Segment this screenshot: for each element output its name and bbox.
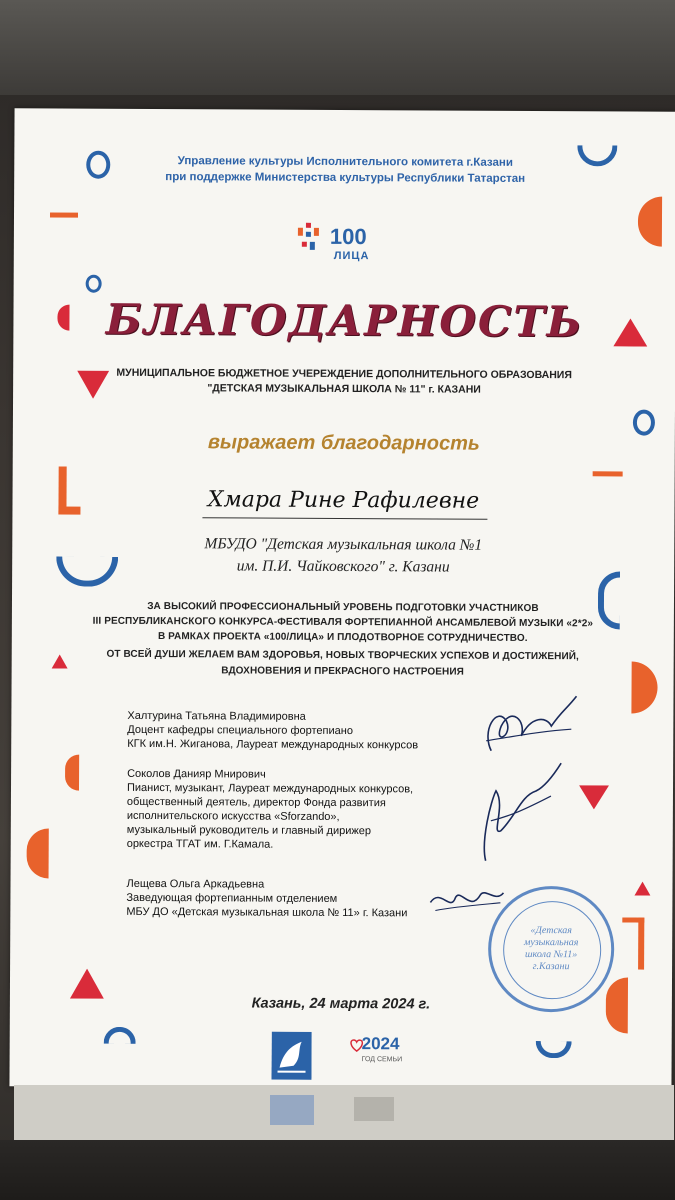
recipient-underline <box>202 517 487 519</box>
recipient-school-line-1: МБУДО "Детская музыкальная школа №1 <box>204 535 483 554</box>
year-logo-subtitle: ГОД СЕМЬИ <box>361 1056 403 1064</box>
signatory-line: оркестра ТГАТ им. Г.Камала. <box>126 837 274 851</box>
organization-line-1: МУНИЦИПАЛЬНОЕ БЮДЖЕТНОЕ УЧЕРЕЖДЕНИЕ ДОПОЛНИТЕЛЬНОГО ОБРАЗОВАНИЯ <box>116 366 572 382</box>
signature-3-icon <box>425 882 505 922</box>
organization-line-2: "ДЕТСКАЯ МУЗЫКАЛЬНАЯ ШКОЛА № 11" г. КАЗАНИ <box>207 382 481 396</box>
decor-blue-ring <box>86 151 110 179</box>
decor-orange-bar <box>50 212 78 217</box>
signatory-line: Халтурина Татьяна Владимировна <box>127 709 306 723</box>
recipient-school-line-2: им. П.И. Чайковского" г. Казани <box>236 557 450 576</box>
signatory-line: Заведующая фортепианным отделением <box>126 891 338 905</box>
logo-number: 100 <box>329 223 367 250</box>
stamp-text-line: «Детская <box>530 924 572 937</box>
expresses-gratitude: выражает благодарность <box>207 431 480 455</box>
decor-orange-bar-right <box>593 471 623 476</box>
logo-mark-icon <box>294 220 334 260</box>
decor-blue-arc-left <box>56 556 118 586</box>
body-line-1: ЗА ВЫСОКИЙ ПРОФЕССИОНАЛЬНЫЙ УРОВЕНЬ ПОДГОТОВКИ УЧАСТНИКОВ <box>147 600 539 615</box>
decor-blue-arc-bottom-left <box>104 1027 136 1044</box>
decor-orange-half-left-2 <box>27 828 49 878</box>
signatory-3 <box>126 877 407 920</box>
signatory-line: Лещева Ольга Аркадьевна <box>126 877 265 891</box>
logo-word: ЛИЦА <box>333 249 370 263</box>
second-page-mark <box>354 1097 394 1121</box>
stamp-text-line: школа №11» <box>524 948 578 961</box>
signatory-line: МБУ ДО «Детская музыкальная школа № 11» г. Казани <box>126 905 408 920</box>
official-stamp <box>488 886 615 1013</box>
decor-orange-bar-vertical-2 <box>638 918 644 970</box>
signatory-line: Пианист, музыкант, Лауреат международных конкурсов, <box>126 781 414 796</box>
decor-red-triangle-down <box>77 371 109 399</box>
signatory-line: Соколов Данияр Мнирович <box>127 767 266 781</box>
signatory-line: общественный деятель, директор Фонда развития <box>126 795 386 810</box>
signature-2-icon <box>466 761 567 872</box>
recipient-name: Хмара Рине Рафилевне <box>207 487 480 514</box>
body-line-2: III РЕСПУБЛИКАНСКОГО КОНКУРСА-ФЕСТИВАЛЯ ФОРТЕПИАННОЙ АНСАМБЛЕВОЙ МУЗЫКИ «2*2» <box>92 615 594 630</box>
certificate-page <box>9 108 675 1089</box>
background-wall <box>0 0 675 95</box>
decor-red-triangle-up <box>613 318 647 346</box>
decor-orange-l-foot <box>58 507 80 515</box>
decor-blue-ring-right <box>633 410 655 436</box>
kazan-emblem-icon <box>271 1032 311 1080</box>
project-logo <box>294 220 404 271</box>
issue-date: Казань, 24 марта 2024 г. <box>251 995 431 1013</box>
year-of-family-logo <box>350 1032 410 1076</box>
stamp-text-line: музыкальная <box>524 936 579 949</box>
signatory-line: исполнительского искусства «Sforzando», <box>126 809 340 823</box>
second-page-edge <box>14 1085 674 1140</box>
decor-red-triangle-down-right <box>579 785 609 809</box>
header-line-2: при поддержке Министерства культуры Республики Татарстан <box>165 171 526 185</box>
background-table <box>0 1140 675 1200</box>
decor-orange-half <box>638 197 662 247</box>
stamp-text <box>491 925 611 974</box>
decor-blue-arc-bottom-right <box>536 1041 572 1058</box>
decor-red-small-triangle-right <box>634 882 650 896</box>
signatory-line: музыкальный руководитель и главный дирижер <box>126 823 371 838</box>
certificate-title: БЛАГОДАРНОСТЬ <box>105 294 584 347</box>
stamp-text-line: г.Казани <box>532 960 570 973</box>
decor-red-triangle-bottom <box>70 969 104 999</box>
decor-red-small-triangle <box>52 654 68 668</box>
second-page-emblem <box>270 1095 314 1125</box>
decor-orange-half-bottom-right <box>606 977 628 1033</box>
header-line-1: Управление культуры Исполнительного комитета г.Казани <box>177 155 513 169</box>
body-line-3: В РАМКАХ ПРОЕКТА «100/ЛИЦА» И ПЛОДОТВОРНОЕ СОТРУДНИЧЕСТВО. <box>157 631 528 644</box>
body-line-5: ВДОХНОВЕНИЯ И ПРЕКРАСНОГО НАСТРОЕНИЯ <box>221 665 464 678</box>
decor-orange-half-left <box>65 755 79 791</box>
signature-1-icon <box>471 691 581 772</box>
signatory-1 <box>127 709 418 753</box>
year-logo-number: 2024 <box>361 1034 400 1054</box>
decor-blue-ring-small <box>86 275 102 293</box>
signatory-2 <box>127 767 414 852</box>
body-line-4: ОТ ВСЕЙ ДУШИ ЖЕЛАЕМ ВАМ ЗДОРОВЬЯ, НОВЫХ ТВОРЧЕСКИХ УСПЕХОВ И ДОСТИЖЕНИЙ, <box>106 648 579 663</box>
signatory-line: Доцент кафедры специального фортепиано <box>127 723 354 738</box>
signatory-line: КГК им.Н. Жиганова, Лауреат международных конкурсов <box>127 737 419 752</box>
